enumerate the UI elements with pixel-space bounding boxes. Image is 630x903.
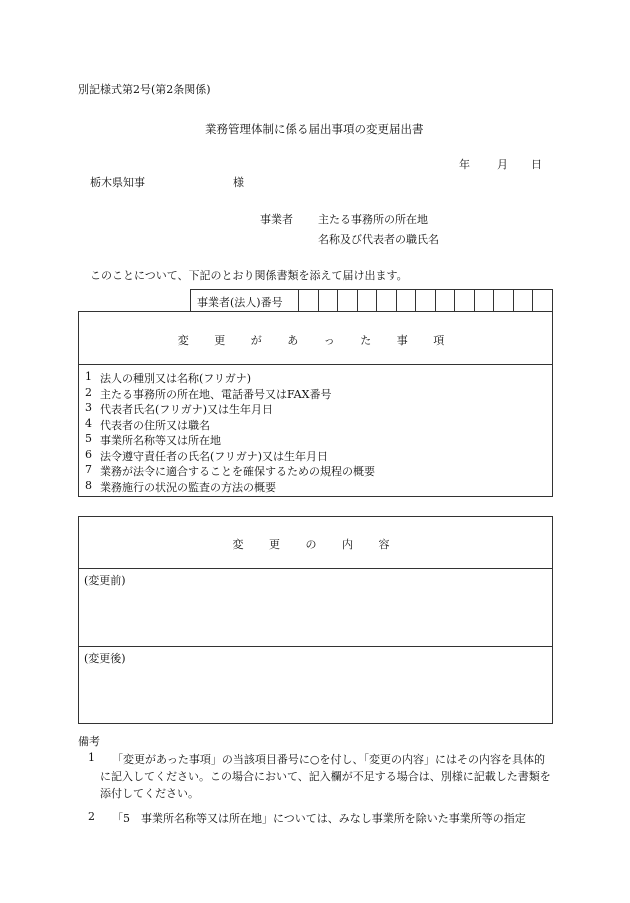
applicant-name-label: 名称及び代表者の職氏名: [318, 233, 439, 246]
addressee-name: 栃木県知事: [90, 176, 145, 189]
corp-number-label: 事業者(法人)番号: [197, 296, 283, 309]
corp-number-digit-cell[interactable]: [474, 290, 494, 312]
applicant-label: 事業者: [260, 213, 293, 226]
intro-text: このことについて、下記のとおり関係書類を添えて届け出ます。: [90, 269, 408, 282]
corp-number-digit-cell[interactable]: [493, 290, 513, 312]
changed-item-text: 代表者の住所又は職名: [100, 418, 210, 432]
changed-item-number: 3: [85, 401, 92, 414]
note-text: 「変更があった事項」の当該項目番号に○を付し、「変更の内容」にはその内容を具体的に記入してください。この場合において、記入欄が不足する場合は、別様に記載した書類を添付してください。: [100, 753, 551, 800]
change-content-table: [78, 516, 553, 724]
changed-item-number: 1: [85, 370, 92, 383]
corp-number-digit-cell[interactable]: [454, 290, 474, 312]
corp-number-digit-cell[interactable]: [357, 290, 377, 312]
page-title: 業務管理体制に係る届出事項の変更届出書: [205, 122, 424, 136]
changed-item-text: 事業所名称等又は所在地: [100, 434, 221, 447]
corp-number-digit-cell[interactable]: [298, 290, 318, 312]
corp-number-digit-cell[interactable]: [532, 290, 552, 312]
before-label: (変更前): [84, 574, 126, 587]
change-content-header: 変 更 の 内 容: [232, 538, 401, 551]
changed-item-text: 代表者氏名(フリガナ)又は生年月日: [100, 403, 274, 416]
changed-item-number: 7: [85, 463, 92, 476]
changed-items-table: [78, 311, 553, 497]
divider: [79, 646, 552, 647]
corp-number-digit-cell[interactable]: [376, 290, 396, 312]
addressee-honorific: 様: [233, 176, 244, 189]
note-number: 2: [88, 810, 95, 823]
changed-item-text: 業務が法令に適合することを確保するための規程の概要: [100, 465, 375, 478]
changed-item-number: 2: [85, 385, 92, 399]
changed-item-text: 業務施行の状況の監査の方法の概要: [100, 480, 276, 494]
date-month: 月: [497, 158, 508, 171]
corp-number-digit-cell[interactable]: [396, 290, 416, 312]
corp-number-row: [190, 289, 553, 312]
changed-item-number: 5: [85, 432, 92, 445]
note-text: 「5 事業所名称等又は所在地」については、みなし事業所を除いた事業所等の指定: [112, 812, 526, 825]
notes-title: 備考: [78, 735, 100, 748]
after-label: (変更後): [84, 652, 126, 665]
corp-number-digit-cell[interactable]: [415, 290, 435, 312]
corp-number-digit-cell[interactable]: [318, 290, 338, 312]
changed-item-number: 4: [85, 416, 92, 430]
divider: [79, 364, 552, 365]
changed-item-number: 6: [85, 447, 92, 461]
date-year: 年: [459, 158, 470, 171]
changed-item-text: 法令遵守責任者の氏名(フリガナ)又は生年月日: [100, 449, 329, 463]
applicant-address-label: 主たる事務所の所在地: [318, 213, 428, 226]
date-day: 日: [531, 158, 542, 171]
changed-item-text: 主たる事務所の所在地、電話番号又はFAX番号: [100, 387, 332, 401]
divider: [79, 568, 552, 569]
corp-number-digit-cell[interactable]: [337, 290, 357, 312]
corp-number-digit-cell[interactable]: [435, 290, 455, 312]
changed-item-text: 法人の種別又は名称(フリガナ): [100, 372, 252, 385]
note-number: 1: [88, 751, 95, 764]
form-label: 別記様式第2号(第2条関係): [78, 83, 211, 96]
changed-items-header: 変 更 が あ っ た 事 項: [177, 334, 456, 347]
corp-number-digit-cell[interactable]: [513, 290, 533, 312]
changed-item-number: 8: [85, 478, 92, 492]
